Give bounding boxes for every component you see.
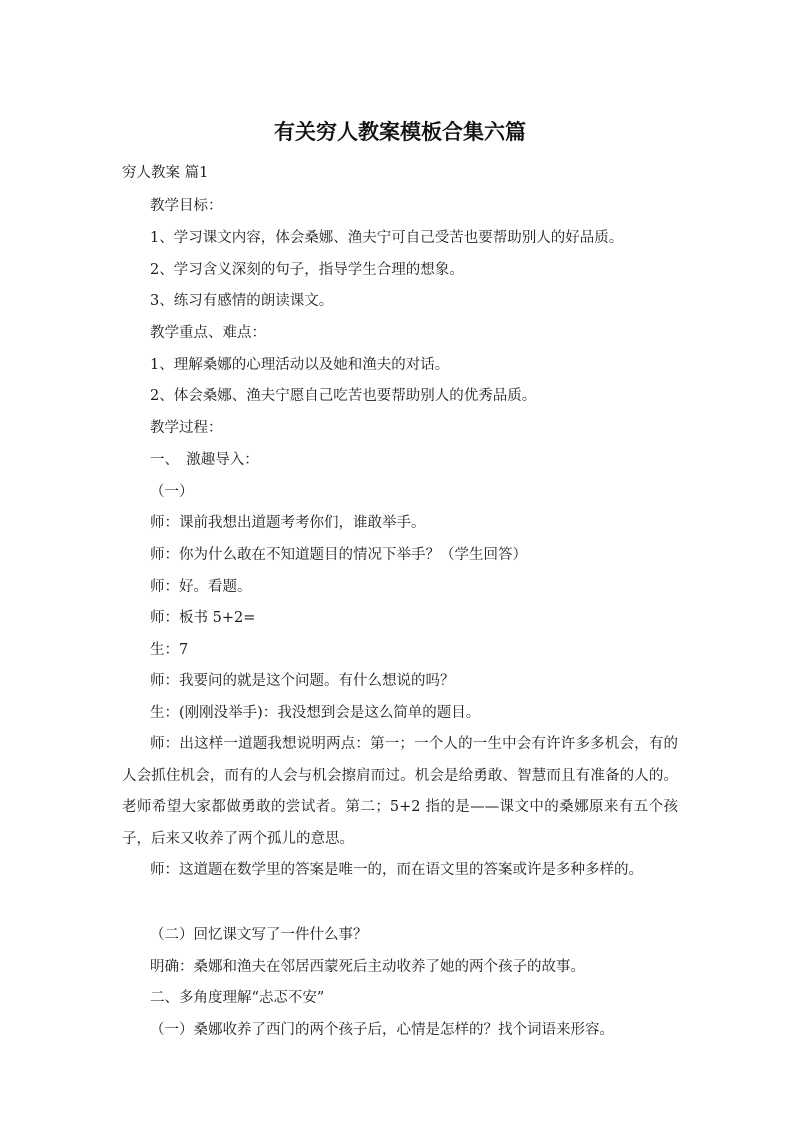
text-line: 1、学习课文内容，体会桑娜、渔夫宁可自己受苦也要帮助别人的好品质。 <box>150 230 624 246</box>
text-line: 2、体会桑娜、渔夫宁愿自己吃苦也要帮助别人的优秀品质。 <box>150 388 537 404</box>
text-line: 教学目标： <box>150 198 223 214</box>
text-line: 师：好。看题。 <box>150 579 252 595</box>
text-line: 二、多角度理解“忐忑不安” <box>150 990 325 1006</box>
text-line: （二）回忆课文写了一件什么事？ <box>150 927 368 943</box>
text-line: 明确：桑娜和渔夫在邻居西蒙死后主动收养了她的两个孩子的故事。 <box>150 959 585 975</box>
text-line: （一）桑娜收养了西门的两个孩子后，心情是怎样的？找个词语来形容。 <box>150 1022 614 1038</box>
text-line: 生：7 <box>150 642 189 658</box>
document-title: 有关穷人教案模板合集六篇 <box>274 120 526 144</box>
text-line: 一、 激趣导入： <box>150 452 259 468</box>
text-line: （一） <box>150 484 194 500</box>
text-line: 2、学习含义深刻的句子，指导学生合理的想象。 <box>150 262 464 278</box>
text-line: 生：(刚刚没举手)：我没想到会是这么简单的题目。 <box>150 705 481 721</box>
paragraph: 师：这道题在数学里的答案是唯一的，而在语文里的答案或许是多种多样的。 <box>150 862 643 878</box>
text-line: 师：板书 5+2= <box>150 610 256 626</box>
text-line: 师：你为什么敢在不知道题目的情况下举手？（学生回答） <box>150 547 527 563</box>
text-line: 师：课前我想出道题考考你们，谁敢举手。 <box>150 515 426 531</box>
text-line: 教学过程： <box>150 420 223 436</box>
section-heading: 穷人教案 篇1 <box>122 165 209 181</box>
text-line: 教学重点、难点： <box>150 325 266 341</box>
text-line: 1、理解桑娜的心理活动以及她和渔夫的对话。 <box>150 357 450 373</box>
text-line: 师：我要问的就是这个问题。有什么想说的吗？ <box>150 673 455 689</box>
paragraph: 师：出这样一道题我想说明两点：第一；一个人的一生中会有许许多多机会，有的人会抓住机会，而有的人会与机会擦肩而过。机会是给勇敢、智慧而且有准备的人的。老师希望大家都做勇敢的尝试者。第二；5+2 指的是——课文中的桑娜原来有五个孩子，后来又收养了两个孤儿的意思。 <box>122 736 678 847</box>
text-line: 3、练习有感情的朗读课文。 <box>150 293 334 309</box>
